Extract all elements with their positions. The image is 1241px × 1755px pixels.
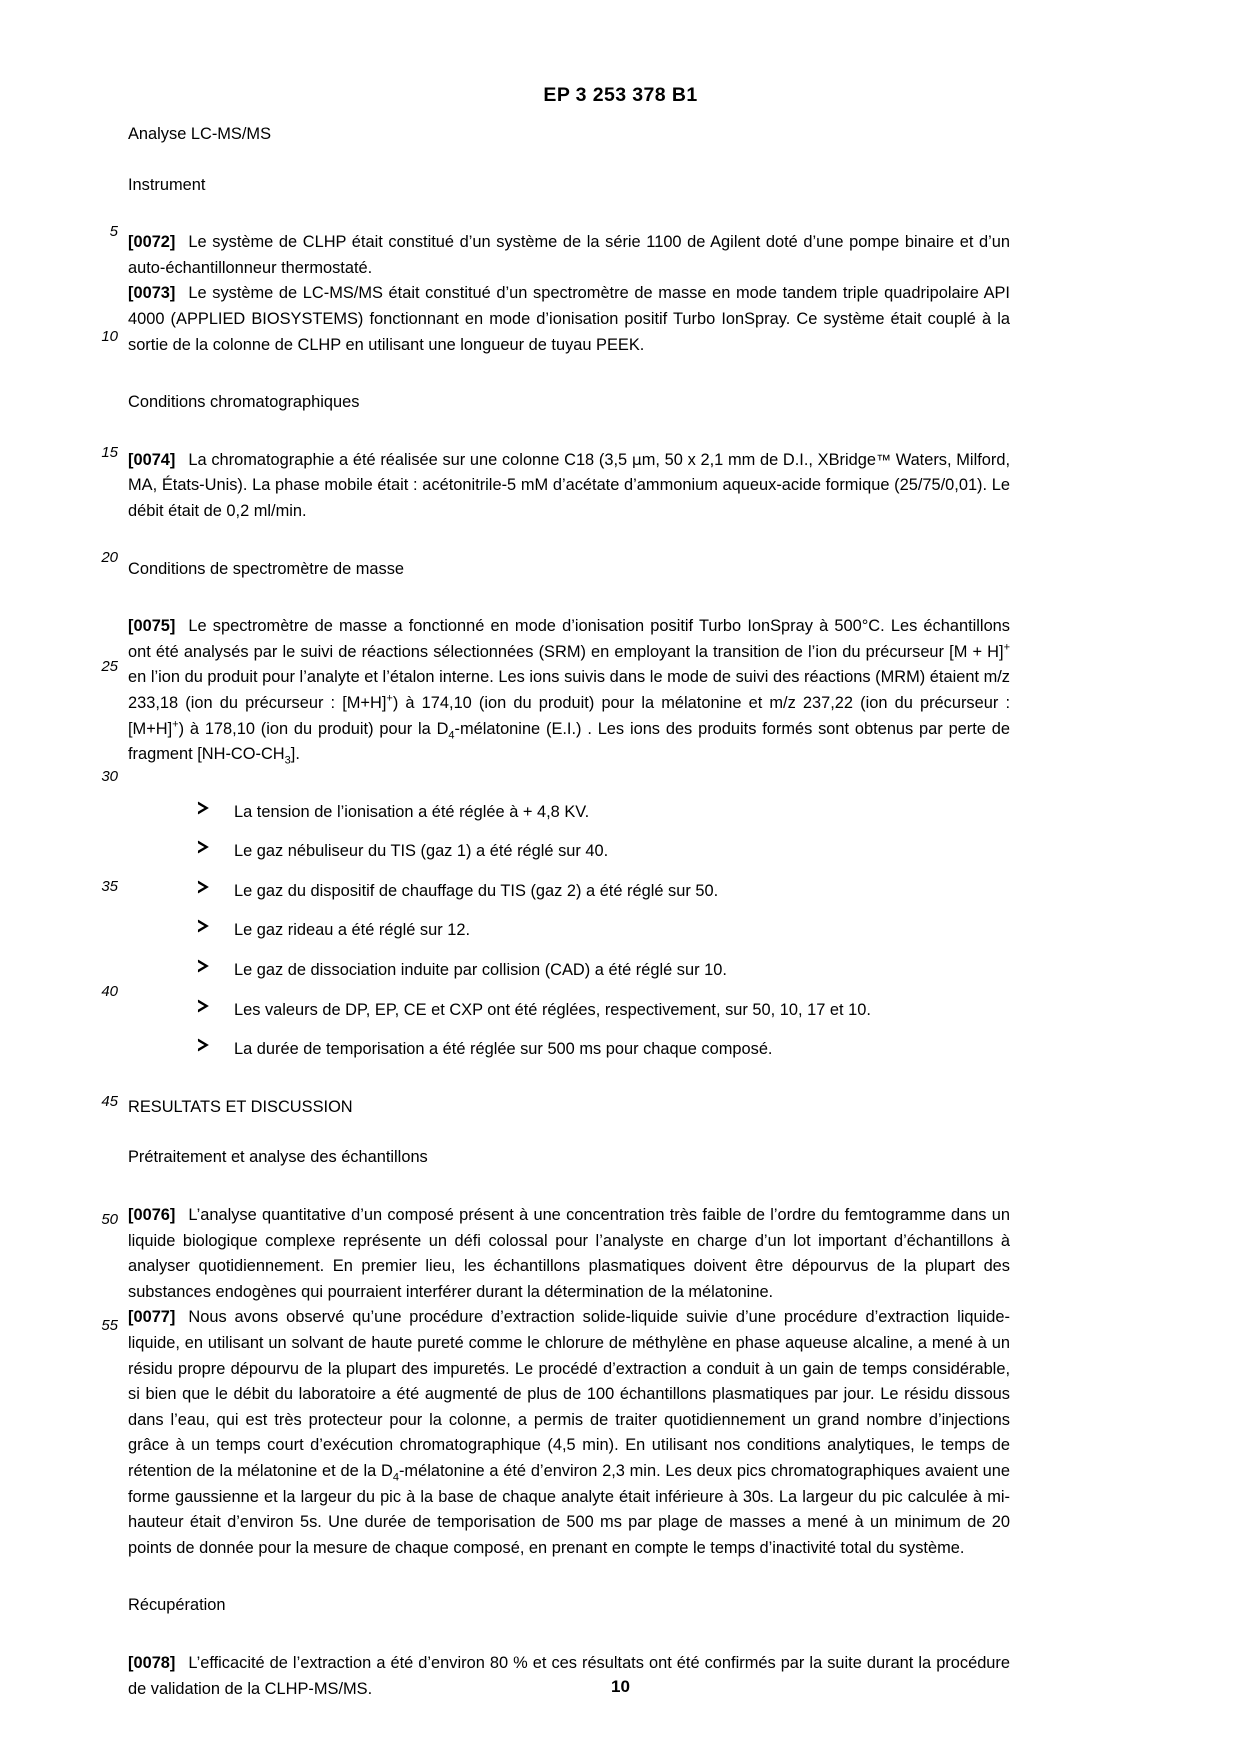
paragraph-text: L’efficacité de l’extraction a été d’environ 80 % et ces résultats ont été confirmés par la suite durant la procédure de validation de la CLHP-MS/MS. [128, 1653, 1010, 1698]
list-item-label: Le gaz de dissociation induite par collision (CAD) a été réglé sur 10. [234, 961, 727, 980]
paragraph-text-part: Nous avons observé qu’une procédure d’extraction solide-liquide suivie d’une procédure d’extraction liquide-liquide, en utilisant un solvant de haute pureté comme le chlorure de méthylène en phase aqueuse alcaline, a mené à un résidu propre dépourvu de la plupart des impuretés. Le procédé d’extraction a conduit à un gain de temps considérable, si bien que le débit du laboratoire a été augmenté de plus de 100 échantillons plasmatiques par jour. Le résidu dissous dans l’eau, qui est très protecteur pour la colonne, a permis de traiter quotidiennement un grand nombre d’injections grâce à un temps court d’exécution chromatographique (4,5 min). En utilisant nos conditions analytiques, le temps de rétention de la mélatonine et de la D [128, 1308, 1010, 1480]
list-item [196, 1037, 1010, 1063]
paragraph-number: [0074] [128, 450, 176, 469]
heading-pretraitement: Prétraitement et analyse des échantillons [128, 1148, 428, 1167]
subscript-four: 4 [392, 1471, 399, 1484]
list-item-label: Le gaz rideau a été réglé sur 12. [234, 921, 470, 940]
heading-conditions-spectrometre: Conditions de spectromètre de masse [128, 559, 405, 578]
paragraph-text-part: -mélatonine a été d’environ 2,3 min. Les deux pics chromatographiques avaient une forme gaussienne et la largeur du pic à la base de chaque analyte était inférieure à 30s. La largeur du pic calculée à mi-hauteur était d’environ 5s. Une durée de temporisation de 500 ms par plage de masses a mené à un minimum de 20 points de donnée pour la mesure de chaque composé, en prenant en compte le temps d’inactivité total du système. [128, 1461, 1010, 1557]
heading-instrument: Instrument [128, 175, 206, 194]
heading-conditions-chromatographiques: Conditions chromatographiques [128, 393, 360, 412]
page-header-title: EP 3 253 378 B1 [543, 84, 698, 106]
arrow-head-bullet-icon [196, 958, 218, 978]
subscript-four: 4 [448, 728, 455, 741]
paragraph-0076 [128, 1203, 1010, 1305]
line-number-gutter [72, 122, 118, 1502]
line-number: 20 [101, 549, 118, 566]
line-number: 10 [101, 328, 118, 345]
list-item-label: La tension de l’ionisation a été réglée à + 4,8 KV. [234, 802, 590, 821]
paragraph-0073 [128, 281, 1010, 358]
line-number: 5 [109, 223, 118, 240]
paragraph-text: L’analyse quantitative d’un composé présent à une concentration très faible de l’ordre du femtogramme dans un liquide biologique complexe représente un défi colossal pour l’analyste en charge d’un lot important d’échantillons à analyser quotidiennement. En premier lieu, les échantillons plasmatiques doivent être dépourvus de la plupart des substances endogènes qui pourraient interférer durant la détermination de la mélatonine. [128, 1206, 1010, 1301]
paragraph-number: [0076] [128, 1206, 176, 1225]
subscript-three: 3 [284, 754, 291, 767]
list-item-label: La durée de temporisation a été réglée sur 500 ms pour chaque composé. [234, 1040, 773, 1059]
arrow-head-bullet-icon [196, 879, 218, 899]
list-item [196, 958, 1010, 984]
paragraph-0072 [128, 230, 1010, 281]
paragraph-text-part: en l’ion du produit pour l’analyte et l’étalon interne. Les ions suivis dans le mode de suivi des réactions (MRM) étaient m/z 233,18 (ion du précurseur : [M+H] [128, 668, 1010, 712]
heading-recuperation: Récupération [128, 1596, 226, 1615]
document-body [128, 122, 1010, 1702]
superscript-plus: + [1003, 641, 1010, 654]
line-number: 45 [101, 1093, 118, 1110]
superscript-plus: + [386, 692, 393, 705]
list-item [196, 879, 1010, 905]
list-item-label: Les valeurs de DP, EP, CE et CXP ont été réglées, respectivement, sur 50, 10, 17 et 10. [234, 1000, 871, 1019]
paragraph-text: Le système de CLHP était constitué d’un système de la série 1100 de Agilent doté d’une pompe binaire et d’un auto-échantillonneur thermostaté. [128, 233, 1010, 277]
list-item [196, 839, 1010, 865]
heading-analyse-lcmsms: Analyse LC-MS/MS [128, 125, 272, 143]
line-number: 50 [101, 1211, 118, 1228]
paragraph-0075 [128, 614, 1010, 768]
paragraph-text-part: ]. [290, 745, 300, 764]
superscript-plus: + [172, 718, 179, 731]
line-number: 30 [101, 768, 118, 785]
arrow-head-bullet-icon [196, 839, 218, 859]
paragraph-text-part: Waters, Milford, MA, États-Unis). La phase mobile était : acétonitrile-5 mM d’acétate d’ammonium aqueux-acide formique (25/75/0,01). Le débit était de 0,2 ml/min. [128, 450, 1011, 520]
paragraph-number: [0078] [128, 1653, 176, 1672]
paragraph-number: [0073] [128, 284, 176, 303]
arrow-head-bullet-icon [196, 1037, 218, 1057]
heading-resultats-et-discussion: RESULTATS ET DISCUSSION [128, 1097, 353, 1116]
paragraph-text-part: La chromatographie a été réalisée sur une colonne C18 (3,5 [188, 450, 632, 469]
list-item-label: Le gaz du dispositif de chauffage du TIS (gaz 2) a été réglé sur 50. [234, 881, 719, 900]
list-item [196, 998, 1010, 1024]
ms-parameters-list [196, 800, 1010, 1063]
line-number: 25 [101, 658, 118, 675]
paragraph-text-part: ) à 174,10 (ion du produit) pour la mélatonine et m/z 237,22 (ion du précurseur : [M+H] [128, 693, 1010, 738]
paragraph-0077 [128, 1305, 1010, 1561]
paragraph-number: [0072] [128, 233, 176, 252]
paragraph-text-part: m, 50 x 2,1 mm de D.I., XBridge [641, 450, 876, 469]
paragraph-number: [0075] [128, 617, 176, 636]
trademark-symbol: ™ [876, 451, 891, 469]
list-item [196, 918, 1010, 944]
arrow-head-bullet-icon [196, 918, 218, 938]
paragraph-text: Le système de LC-MS/MS était constitué d’un spectromètre de masse en mode tandem triple quadripolaire API 4000 (APPLIED BIOSYSTEMS) fonctionnant en mode d’ionisation positif Turbo IonSpray. Ce système était couplé à la sortie de la colonne de CLHP en utilisant une longueur de tuyau PEEK. [128, 284, 1010, 354]
arrow-head-bullet-icon [196, 800, 218, 820]
line-number: 55 [101, 1317, 118, 1334]
line-number: 15 [101, 444, 118, 461]
line-number: 40 [101, 983, 118, 1000]
paragraph-0074 [128, 448, 1010, 525]
ms-parameters-list-wrap [128, 800, 1010, 1063]
list-item [196, 800, 1010, 826]
arrow-head-bullet-icon [196, 998, 218, 1018]
paragraph-number: [0077] [128, 1308, 176, 1327]
micro-symbol: μ [631, 450, 642, 469]
paragraph-text-part: ) à 178,10 (ion du produit) pour la D [178, 719, 449, 738]
page-number-footer: 10 [611, 1677, 630, 1696]
paragraph-text-part: Le spectromètre de masse a fonctionné en mode d’ionisation positif Turbo IonSpray à 500°C. Les échantillons ont été analysés par le suivi de réactions sélectionnées (SRM) en employant la transition de l’ion du précurseur [M + H] [128, 617, 1010, 661]
list-item-label: Le gaz nébuliseur du TIS (gaz 1) a été réglé sur 40. [234, 842, 609, 861]
paragraph-text-part: -mélatonine (E.I.) . Les ions des produits formés sont obtenus par perte de fragment [NH-CO-CH [128, 719, 1010, 764]
line-number: 35 [101, 878, 118, 895]
